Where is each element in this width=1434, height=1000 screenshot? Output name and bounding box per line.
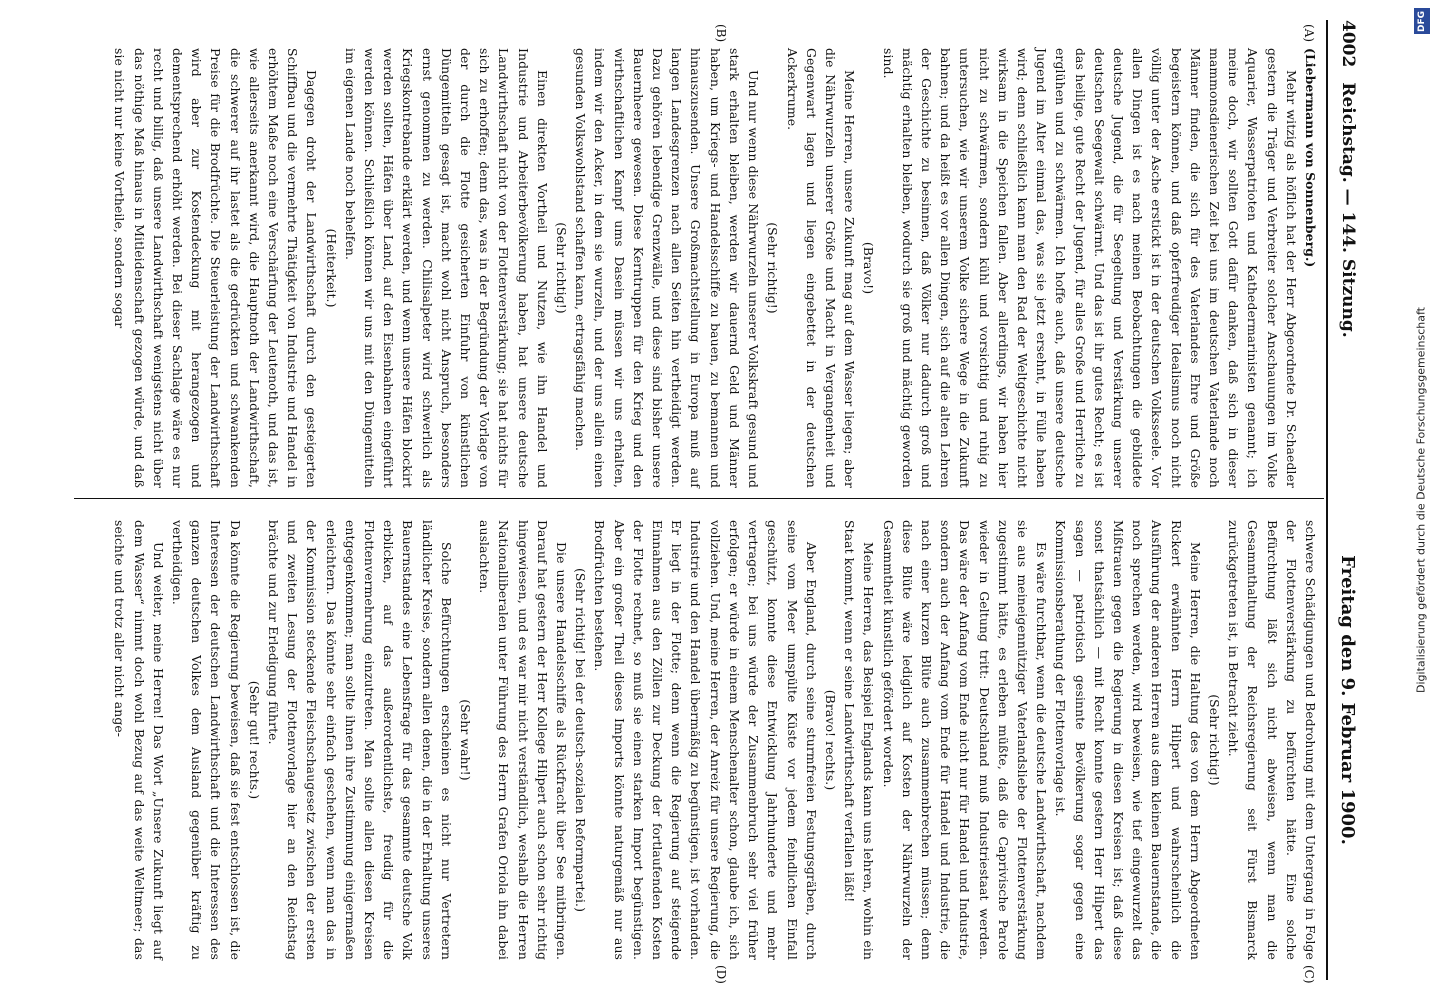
interjection: (Sehr wahr!) bbox=[458, 699, 474, 781]
interjection: (Bravo!) bbox=[861, 241, 877, 295]
column-divider bbox=[74, 498, 1324, 499]
interjection: (Bravo! rechts.) bbox=[822, 689, 838, 791]
speaker-name: (Liebermann von Sonnenberg.) bbox=[1303, 48, 1318, 268]
margin-mark-d: (D) bbox=[714, 965, 728, 984]
interjection: (Sehr richtig!) bbox=[1206, 694, 1222, 786]
paragraph: Einen direkten Vortheil und Nutzen, wie ihn Handel und Industrie und Arbeiterbevölkerung haben, hat unsere deutsche Landwirthschaft nicht von der Flottenverstärkung; sie hat nichts für sich zu erhoffen; denn das, was in der Begründung der Vorlage von der durch die Flotte gesicherten Einfuhr von künstlichen Düngemitteln gesagt ist, macht wohl nicht Anspruch, besonders ernst genommen zu werden. Chilisalpeter wird schwerlich als Kriegskontrebande erklärt werden, und wenn unsere Häfen blockirt werden sollten, Häfen über Land, auf den Eisenbahnen eingeführt werden können. Schließlich können wir uns mit den Düngemitteln im eigenen Lande noch behelfen. bbox=[342, 48, 550, 488]
dfg-logo: DFG bbox=[1414, 8, 1430, 34]
paragraph: Mehr witzig als höflich hat der Herr Abgeordnete Dr. Schaedler gestern die Träger und Verbreiter solcher Anschauungen im Volke Aquarier, Wasserpatrioten und Kathedermarinisten genannt; ich meine doch, wir sollten Gott dafür danken, daß sich in dieser mammonsdienerischen Zeit bei uns im deutschen Vaterlande noch Männer finden, die sich für des Vaterlandes Ehre und Größe begeistern können, und daß opferfreudiger Idealismus noch nicht völlig unter der Asche erstickt ist in der deutschen Volksseele. Vor allen Dingen ist es nach meinen Beobachtungen die gebildete deutsche Jugend, die für Seegeltung und Verstärkung unserer deutschen Seegewalt schwärmt. Und das ist ihr gutes Recht; es ist das heilige, gute Recht der Jugend, für alles Große und Herrliche zu erglühen und zu schwärmen. Ich hoffe auch, daß unsere deutsche Jugend im Alter einmal das, was sie jetzt ersehnt, in Fülle haben wird; denn schließlich kann man den Rad der Weltgeschichte nicht wirksam in die Speichen fallen. Aber allerdings, wir haben hier nicht zu schwärmen, sondern kühl und vorsichtig und ruhig zu untersuchen, wie wir unserem Volke sichere Wege in die Zukunft bahnen; und da heißt es vor allen Dingen, sich auf die alten Lehren der Geschichte zu besinnen, daß Völker nur dadurch groß und mächtig erhalten bleiben, wodurch sie groß und mächtig geworden sind. bbox=[880, 48, 1299, 488]
paragraph: Meine Herren, das Beispiel Englands kann uns lehren, wohin ein Staat kommt, wenn er seine Landwirthschaft verfallen läßt! bbox=[842, 520, 877, 960]
margin-mark-b: (B) bbox=[714, 24, 728, 43]
paragraph: Aber England, durch seine sturmfreien Festungsgräben, durch seine vom Meer umspülte Küste vor jedem feindlichen Einfall geschützt, konnte diese Entwicklung Jahrhunderte und mehr vertragen; bei uns würde der Zusammenbruch sehr viel früher erfolgen; er würde in einem Menschenalter schon, glaube ich, sich vollziehen. Und, meine Herren, der Anreiz für unsere Regierung, die Industrie und den Handel übermäßig zu begünstigen, ist vorhanden. Er liegt in der Flotte; denn wenn die Regierung auf steigende Einnahmen aus den Zöllen zur Deckung der fortlaufenden Kosten der Flotte rechnet, so muß sie einen starken Import begünstigen. Aber ein großer Theil dieses Imports könnte naturgemäß nur aus Brodfrüchten bestehen. bbox=[592, 520, 819, 960]
paragraph: Die unsere Handelsschiffe als Rückfracht über See mitbringen. Darauf hat gestern der Herr Kollege Hilpert auch schon sehr richtig hingewiesen, und es war mir nicht verständlich, weshalb die Herren Nationalliberalen unter Führung des Herrn Grafen Oriola ihn dabei auslachten. bbox=[477, 520, 570, 960]
left-column bbox=[110, 48, 1320, 488]
watermark-strip bbox=[1410, 10, 1432, 990]
header-rule bbox=[1326, 20, 1328, 980]
paragraph: Meine Herren, unsere Zukunft mag auf dem Wasser liegen; aber die Nährwurzeln unserer Größe und Macht in Vergangenheit und Gegenwart lagen und liegen eingebettet in der deutschen Ackerkrume. bbox=[784, 48, 858, 488]
paragraph: Und weiter, meine Herren! Das Wort „Unsere Zukunft liegt auf dem Wasser“ nimmt doch wohl Bezug auf das weite Weltmeer; das seichte und trotz aller nicht ange- bbox=[112, 520, 166, 960]
interjection: (Sehr richtig!) bbox=[554, 222, 570, 314]
session-date: Freitag den 9. Februar 1900. bbox=[1337, 555, 1358, 845]
margin-mark-a: (A) bbox=[1302, 24, 1316, 43]
right-column bbox=[110, 520, 1320, 960]
session-title: Reichstag. — 144. Sitzung. bbox=[1338, 82, 1358, 338]
rotated-page bbox=[68, 20, 1368, 984]
paragraph: Dagegen droht der Landwirthschaft durch den gesteigerten Schiffbau und die vermehrte Thätigkeit von Industrie und Handel in erhöhtem Maße noch eine Verschärfung der Leutenoth, und das ist, wie allerseits anerkannt wird, die Hauptnoth der Landwirthschaft, die schwerer auf ihr lastet als die gedrückten und schwankenden Preise für die Brodfrüchte. Die Steuerleistung der Landwirthschaft wird aber zur Kostendeckung mit herangezogen und dementsprechend erhöht werden. Bei dieser Sachlage wäre es nur recht und billig, daß unsere Landwirthschaft wenigstens nicht über das nöthige Maß hinaus in Mitleidenschaft gezogen würde, und daß sie nicht nur keine Vortheile, sondern sogar bbox=[112, 48, 320, 488]
paragraph: Es wäre furchtbar, wenn die deutsche Landwirthschaft, nachdem sie aus meineigennütziger Vaterlandsliebe der Flottenverstärkung zugestimmt hätte, es erleben müßte, daß die Caprivische Parole wieder in Geltung tritt: Deutschland muß Industriestaat werden. Das wäre der Anfang vom Ende nicht nur für Handel und Industrie, sondern auch der Anfang vom Ende für Handel und Industrie, die nach einer kurzen Blüte auch zusammenbrechen müssen; denn diese Blüte wäre lediglich auf Kosten der Nährwurzeln der Gesammtheit künstlich gefördert worden. bbox=[880, 520, 1050, 960]
interjection: (Heiterkeit.) bbox=[323, 228, 339, 308]
watermark-text: Digitalisierung gefördert durch die Deutsche Forschungsgemeinschaft bbox=[1414, 307, 1428, 693]
page-number: 4002 bbox=[1338, 20, 1358, 68]
interjection: (Sehr gut! rechts.) bbox=[246, 680, 262, 800]
paragraph: Da könnte die Regierung beweisen, daß sie fest entschlossen ist, die Interessen der deutschen Landwirthschaft und die Interessen des ganzen deutschen Volkes dem Ausland gegenüber kräftig zu vertheidigen. bbox=[170, 520, 243, 960]
paragraph: Und nur wenn diese Nährwurzeln unserer Volkskraft gesund und stark erhalten bleiben, werden wir dauernd Geld und Männer haben, um Kriegs- und Handelsschiffe zu bauen, zu bemannen und hinauszusenden. Unsere Großmachtstellung in Europa muß auf langen Landesgrenzen nach allen Seiten hin vertheidigt werden. Dazu gehören lebendige Grenzwälle, und diese sind bisher unsere Bauernheere gewesen. Diese Kerntruppen für den Krieg und den wirthschaftlichen Kampf ums Dasein müssen wir uns erhalten, indem wir den Acker, in dem sie wurzeln, und der uns allein einen gesunden Volkswohlstand schaffen kann, ertragsfähig machen. bbox=[573, 48, 762, 488]
interjection: (Sehr richtig!) bbox=[765, 222, 781, 314]
paragraph: schwere Schädigungen und Bedrohung mit dem Untergang in Folge der Flottenverstärkung zu befürchten hätte. Eine solche Befürchtung läßt sich nicht abweisen, wenn man die Gesammthaltung der Reichsregierung seit Fürst Bismarck zurückgetreten ist, in Betracht zieht. bbox=[1226, 520, 1318, 960]
margin-mark-c: (C) bbox=[1302, 965, 1316, 984]
paragraph: Meine Herren, die Haltung des von dem Herrn Abgeordneten Rickert erwähnten Herrn Hilpert und wahrscheinlich die Ausführung der anderen Herren aus dem kleinen Bauernstande, die noch sprechen werden, wird beweisen, wie tief eingewurzelt das Mißtrauen gegen die Regierung in diesen Kreisen ist; daß diese sonst thatsächlich — mit Recht konnte gestern Herr Hilpert das sagen — patriotisch gesinnte Bevölkerung sogar gegen eine Kommissionsberathung der Flottenvorlage ist. bbox=[1053, 520, 1203, 960]
interjection: (Sehr richtig! bei der deutsch-sozialen Reformpartei.) bbox=[573, 567, 589, 913]
paragraph: Solche Befürchtungen erscheinen es nicht nur Vertretern ländlicher Kreise, sondern allen denen, die in der Erhaltung unseres Bauernstandes eine Lebensfrage für das gesammte deutsche Volk erblicken, auf das außerordentlichste, freudig für die Flottenvermehrung einzutreten. Man sollte allen diesen Kreisen entgegenkommen; man sollte ihnen ihre Zustimmung einigermaßen erleichtern. Das könnte sehr einfach geschehen, wenn man das in der Kommission steckende Fleischschaugesetz zwischen der ersten und zweiten Lesung der Flottenvorlage hier an den Reichstag brächte und zur Erledigung führte. bbox=[266, 520, 454, 960]
page-header bbox=[1326, 20, 1368, 980]
